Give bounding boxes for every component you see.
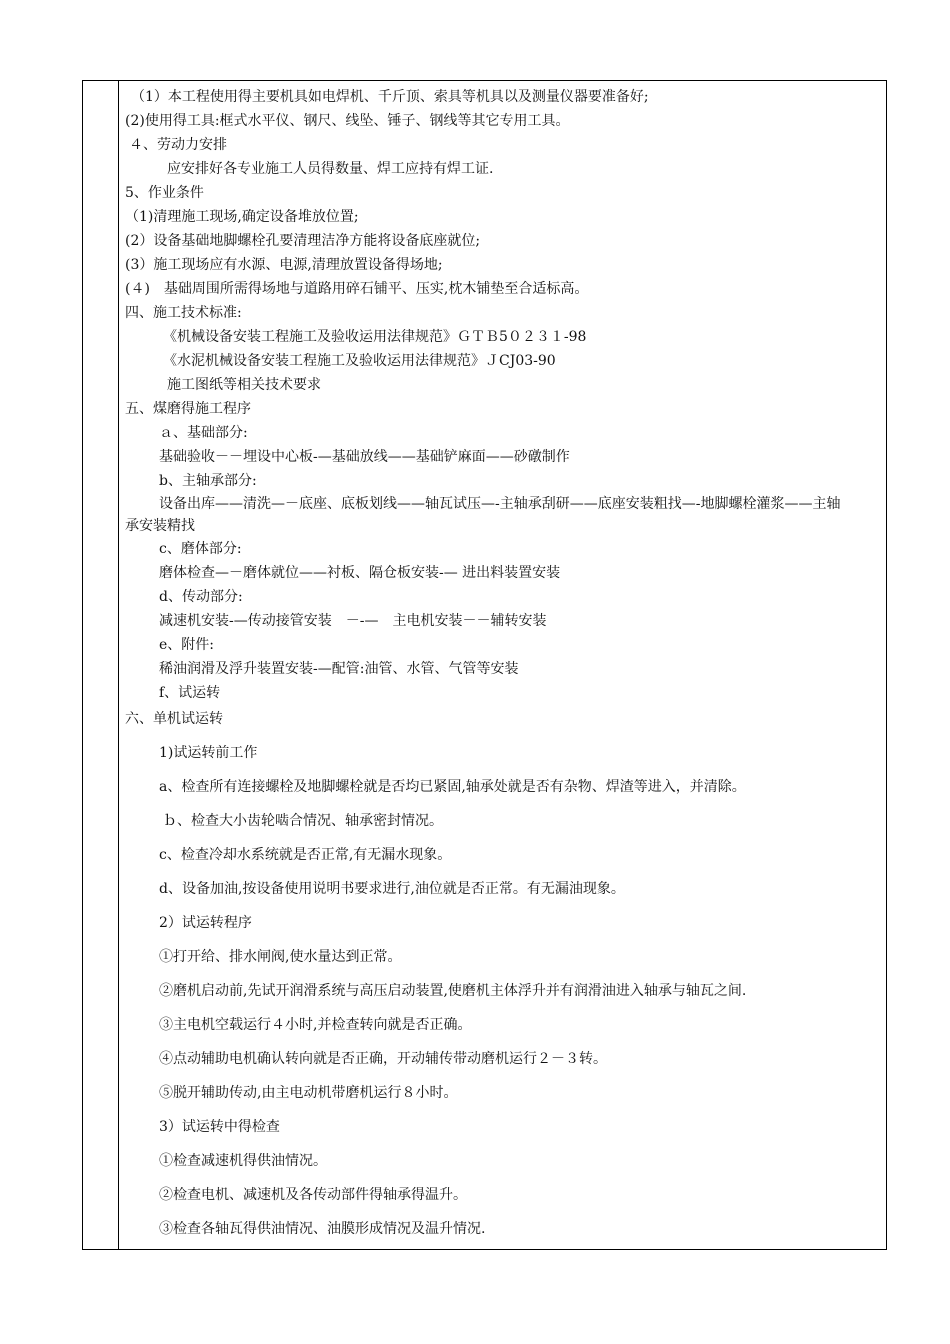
section-heading: ４、劳动力安排 <box>129 137 227 153</box>
section-heading: 5、作业条件 <box>125 185 204 201</box>
content-cell <box>125 85 880 1249</box>
text-line: (3）施工现场应有水源、电源,清理放置设备得场地; <box>125 257 443 273</box>
text-line: d、传动部分: <box>159 589 243 605</box>
text-line: ①检查减速机得供油情况。 <box>159 1153 327 1169</box>
text-line: 磨体检查—－磨体就位——衬板、隔仓板安装-— 进出料装置安装 <box>159 565 561 581</box>
text-line: ③主电机空载运行４小时,并检查转向就是否正确。 <box>159 1017 472 1033</box>
text-line: 3）试运转中得检查 <box>159 1119 280 1135</box>
text-line: ②检查电机、减速机及各传动部件得轴承得温升。 <box>159 1187 467 1203</box>
text-line: d、设备加油,按设备使用说明书要求进行,油位就是否正常。有无漏油现象。 <box>159 881 625 897</box>
text-line: ②磨机启动前,先试开润滑系统与高压启动装置,使磨机主体浮升并有润滑油进入轴承与轴瓦之间. <box>159 983 747 999</box>
text-line: 稀油润滑及浮升装置安装-—配管:油管、水管、气管等安装 <box>159 661 519 677</box>
text-line: ａ、基础部分: <box>159 425 248 441</box>
text-line: ④点动辅助电机确认转向就是否正确，开动辅传带动磨机运行２－３转。 <box>159 1051 607 1067</box>
text-line: 施工图纸等相关技术要求 <box>167 377 321 393</box>
text-line: (2)使用得工具:框式水平仪、钢尺、线坠、锤子、钢线等其它专用工具。 <box>125 113 570 129</box>
text-line: 2）试运转程序 <box>159 915 252 931</box>
text-line: f、试运转 <box>159 685 221 701</box>
section-heading: 四、施工技术标准: <box>125 305 242 321</box>
text-line: （1）本工程使用得主要机具如电焊机、千斤顶、索具等机具以及测量仪器要准备好; <box>131 89 649 105</box>
text-line: a、检查所有连接螺栓及地脚螺栓就是否均已紧固,轴承处就是否有杂物、焊渣等进入，并清除。 <box>159 779 746 795</box>
text-line: 1)试运转前工作 <box>159 745 258 761</box>
text-line: ③检查各轴瓦得供油情况、油膜形成情况及温升情况. <box>159 1221 486 1237</box>
section-heading: 六、单机试运转 <box>125 711 223 727</box>
text-line: ①打开给、排水闸阀,使水量达到正常。 <box>159 949 402 965</box>
text-line: 应安排好各专业施工人员得数量、焊工应持有焊工证. <box>167 161 494 177</box>
text-line: (４) 基础周围所需得场地与道路用碎石铺平、压实,枕木铺垫至合适标高。 <box>125 281 589 297</box>
text-line: 《水泥机械设备安装工程施工及验收运用法律规范》ＪCJ03-90 <box>163 353 556 369</box>
text-line: 减速机安装-—传动接管安装 －-— 主电机安装－－辅转安装 <box>159 613 547 629</box>
text-line: 《机械设备安装工程施工及验收运用法律规范》ＧＴＢ5０２３１-98 <box>163 329 587 345</box>
text-line: c、磨体部分: <box>159 541 242 557</box>
text-line: （1)清理施工现场,确定设备堆放位置; <box>125 209 359 225</box>
document-table <box>82 80 887 1250</box>
text-line: e、附件: <box>159 637 215 653</box>
text-line: 基础验收－－埋设中心板-—基础放线——基础铲麻面——砂礅制作 <box>159 449 570 465</box>
text-line: b、主轴承部分: <box>159 473 257 489</box>
section-heading: 五、煤磨得施工程序 <box>125 401 251 417</box>
left-column <box>83 81 119 1249</box>
text-paragraph: 设备出库——清洗—－底座、底板划线——轴瓦试压—-主轴承刮研——底座安装粗找—-地脚螺栓灌浆——主轴承安装精找 <box>125 496 841 534</box>
text-line: ｂ、检查大小齿轮啮合情况、轴承密封情况。 <box>163 813 443 829</box>
text-line: ⑤脱开辅助传动,由主电动机带磨机运行８小时。 <box>159 1085 458 1101</box>
text-line: (2）设备基础地脚螺栓孔要清理洁净方能将设备底座就位; <box>125 233 481 249</box>
text-line: c、检查冷却水系统就是否正常,有无漏水现象。 <box>159 847 452 863</box>
